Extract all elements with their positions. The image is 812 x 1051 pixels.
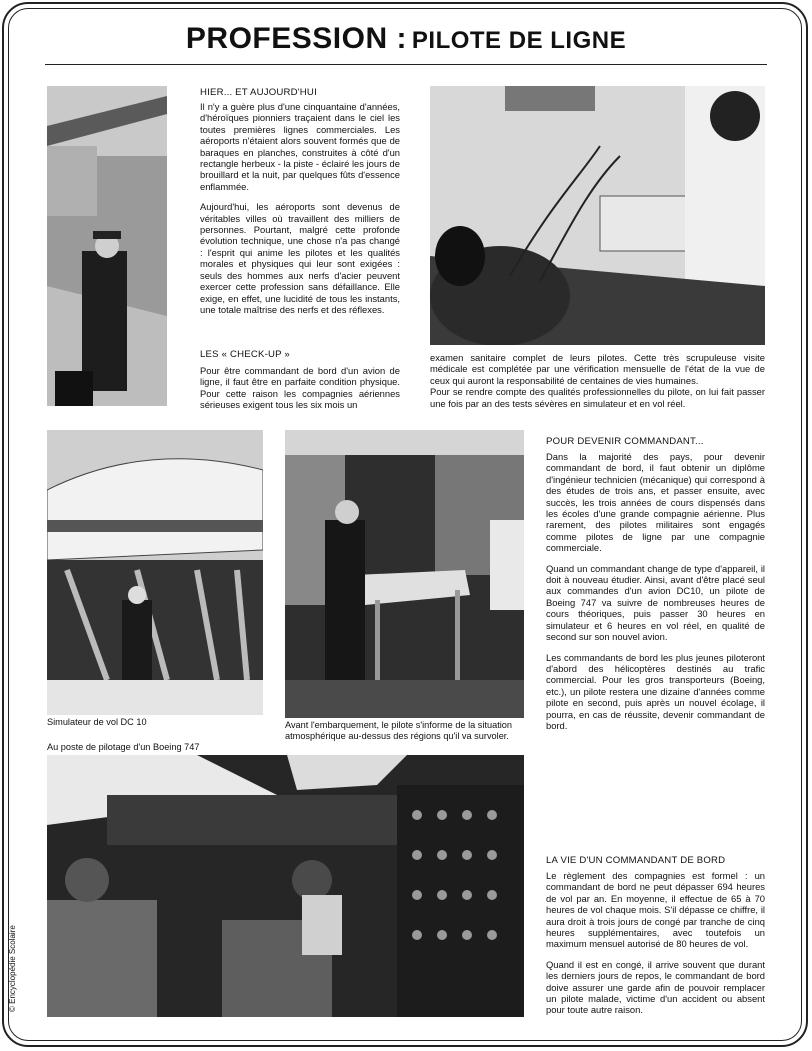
hier-paragraph-1: Il n'y a guère plus d'une cinquantaine d'années, d'héroïques pionniers traçaient dans le ciel les toutes premières lignes commerciales. Les aéroports n'étaient alors souvent formés que de baraques en planches, construites à côté d'un rectangle herbeux - la piste - éclairé les jours de brouillard et la nuit, par quelques fûts d'essence enflammée. bbox=[200, 101, 400, 192]
photo-credit: © Encyclopédie Scolaire bbox=[8, 925, 17, 1012]
checkup-paragraph-2: examen sanitaire complet de leurs pilotes. Cette très scrupuleuse visite médicale est complétée par une vérification mensuelle de l'état de la vue de ceux qui auront la responsabilité de centaines de vies humaines. bbox=[430, 352, 765, 386]
vie-heading: LA VIE D'UN COMMANDANT DE BORD bbox=[546, 855, 726, 866]
commandant-paragraph-3: Les commandants de bord les plus jeunes piloteront d'abord des hélicoptères destinés au trafic commercial. Pour les gros transporteurs (Boeing, etc.), un pilote restera une dizaine d'années comme pilote en second, puis après un nouvel écolage, il pourra, en cas de réussite, devenir commandant de bord. bbox=[546, 651, 765, 731]
hier-paragraph-2: Aujourd'hui, les aéroports sont devenus de véritables villes où travaillent des milliers de personnes. Pourtant, malgré cette profonde évolution technique, une chose n'a pas changé : l'esprit qui anime les pilotes et les qualités morales et physiques qui leur sont exigées : seuls des hommes aux nerfs d'acier peuvent exercer cette profession sans défaillance. Elle exige, en effet, une lucidité de tous les instants, une totale maîtrise des nerfs et des réflexes. bbox=[200, 201, 400, 315]
checkup-paragraph-3: Pour se rendre compte des qualités professionnelles du pilote, on lui fait passer une fois par an des tests sévères en simulateur et en vol réel. bbox=[430, 386, 765, 409]
commandant-paragraph-2: Quand un commandant change de type d'appareil, il doit à nouveau étudier. Ainsi, avant d'être placé seul aux commandes d'un avion DC10, un pilote de Boeing 747 va suivre de nombreuses heures de cours théoriques, puis passer 30 heures en simulateur et 6 heures en vol réel, en qualité de second sur son nouvel avion. bbox=[546, 562, 765, 643]
commandant-heading: POUR DEVENIR COMMANDANT... bbox=[546, 436, 704, 447]
vie-paragraph-1: Le règlement des compagnies est formel : un commandant de bord ne peut dépasser 694 heures de vol par an. En moyenne, il effectue de 65 à 70 heures de vol chaque mois. S'il dépasse ce chiffre, il aura droit à trois jours de congé par tranche de cinq heures supplémentaires, avec toutefois un maximum mensuel autorisé de 80 heures de vol. bbox=[546, 870, 765, 950]
checkup-paragraph-1: Pour être commandant de bord d'un avion de ligne, il faut être en parfaite condition physique. Pour cette raison les compagnies aériennes sérieuses exigent tous les six mois un bbox=[200, 365, 400, 411]
photo-medical-checkup bbox=[430, 86, 765, 345]
caption-briefing: Avant l'embarquement, le pilote s'informe de la situation atmosphérique au-dessus des régions qu'il va survoler. bbox=[285, 720, 513, 741]
commandant-text bbox=[546, 451, 765, 740]
title-rule bbox=[45, 64, 767, 65]
photo-boeing-747-cockpit bbox=[47, 755, 524, 1017]
title-sub: PILOTE DE LIGNE bbox=[411, 27, 627, 54]
vie-paragraph-2: Quand il est en congé, il arrive souvent que durant les derniers jours de repos, le commandant de bord doive assurer une garde afin de pouvoir remplacer un pilote malade, victime d'un accident ou absent pour toute autre raison. bbox=[546, 958, 765, 1016]
caption-cockpit: Au poste de pilotage d'un Boeing 747 bbox=[47, 742, 200, 752]
caption-simulator: Simulateur de vol DC 10 bbox=[47, 717, 147, 727]
checkup-text-right bbox=[430, 352, 765, 418]
photo-pilot-tarmac bbox=[47, 86, 167, 406]
hier-text bbox=[200, 101, 400, 324]
vie-text bbox=[546, 870, 765, 1025]
page-title bbox=[30, 22, 782, 56]
photo-pilot-briefing bbox=[285, 430, 524, 718]
hier-heading: HIER... ET AUJOURD'HUI bbox=[200, 87, 317, 98]
commandant-paragraph-1: Dans la majorité des pays, pour devenir commandant de bord, il faut obtenir un diplôme d'ingénieur technicien (mécanique) qui correspond à des études de trois ans, et passer ensuite, avec succès, les trois années de cours dispensés dans les écoles d'une grande compagnie aérienne. Plus rarement, des pilotes militaires sont engagés comme pilotes de ligne par une compagnie commerciale. bbox=[546, 451, 765, 554]
checkup-heading: LES « CHECK-UP » bbox=[200, 349, 290, 360]
photo-dc10-simulator bbox=[47, 430, 263, 715]
title-main: PROFESSION : bbox=[185, 22, 407, 55]
checkup-text-left bbox=[200, 365, 400, 420]
